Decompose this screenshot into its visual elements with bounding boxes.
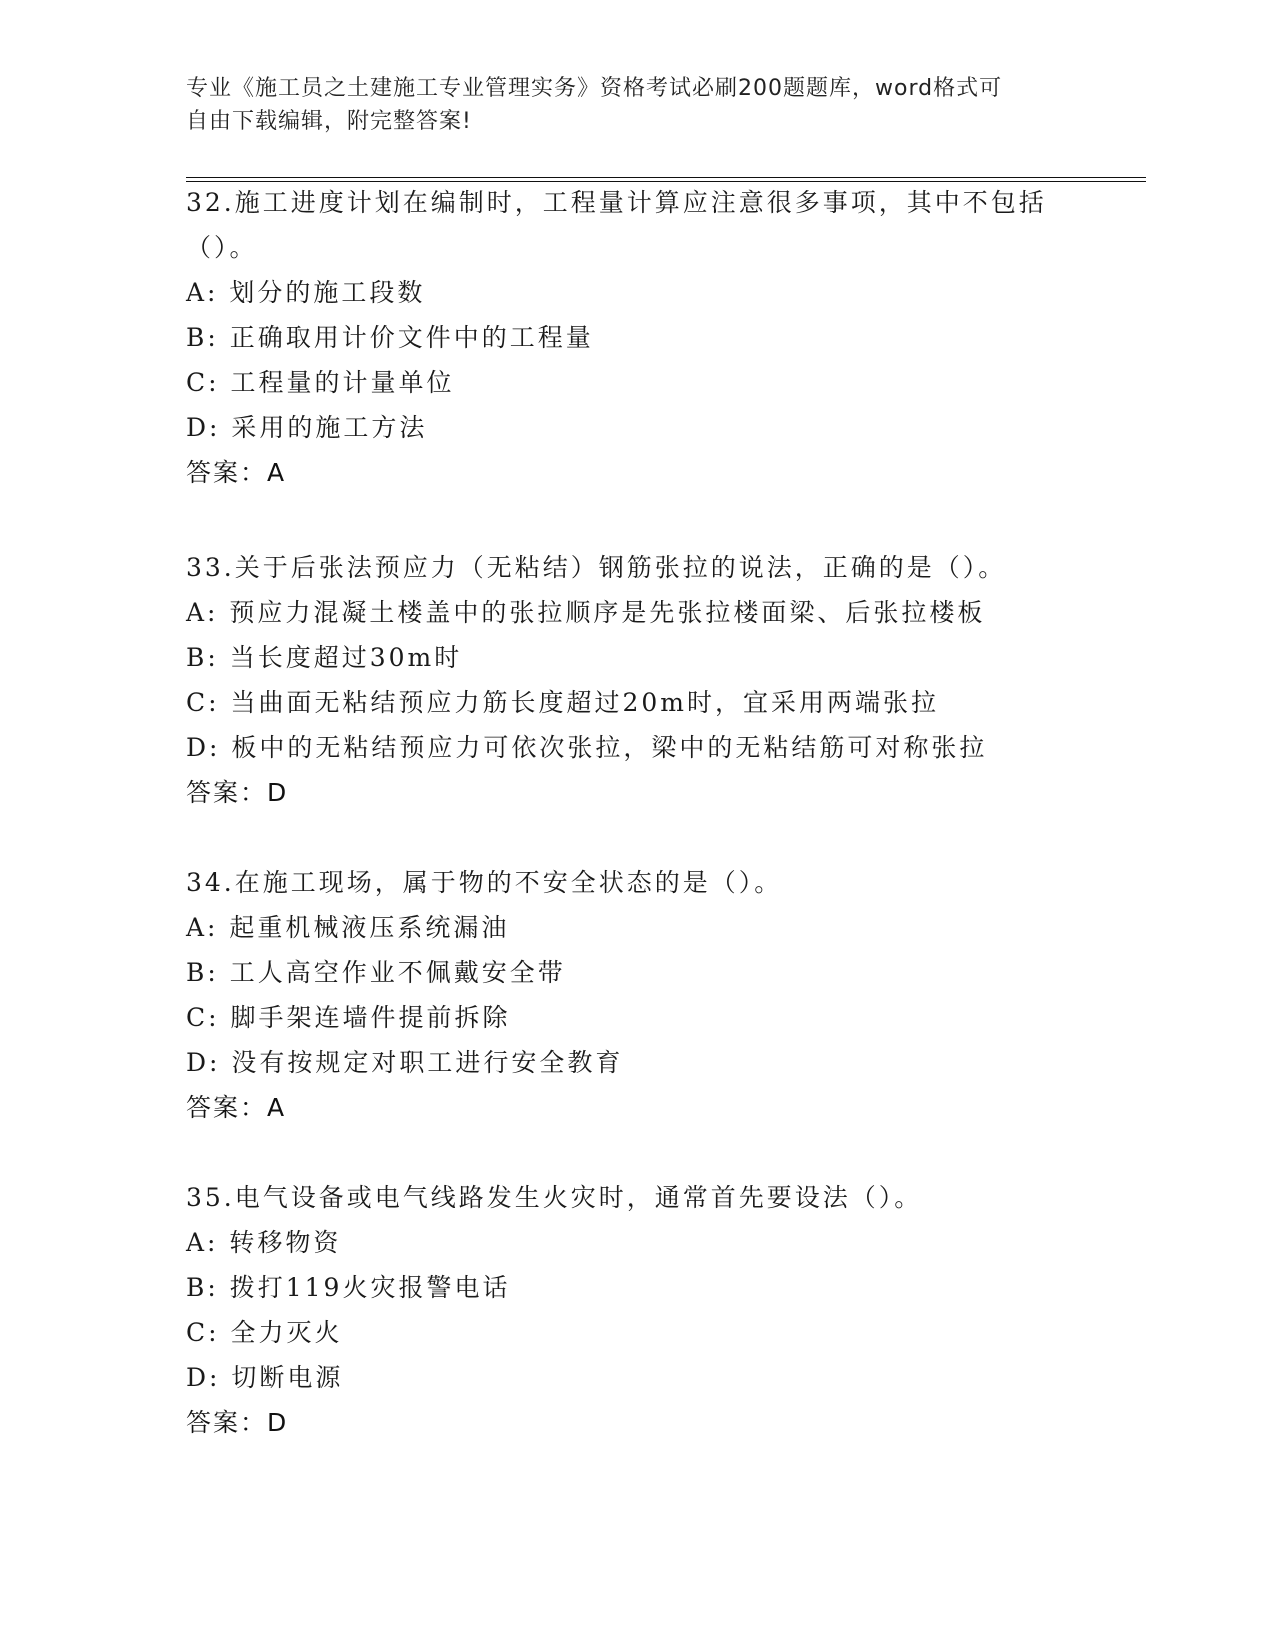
answer: 答案：D <box>186 1408 289 1437</box>
question-stem: 33.关于后张法预应力（无粘结）钢筋张拉的说法，正确的是（）。 <box>186 553 1007 582</box>
option-d: D: 板中的无粘结预应力可依次张拉，梁中的无粘结筋可对称张拉 <box>186 733 988 762</box>
option-b: B: 拨打119火灾报警电话 <box>186 1273 511 1302</box>
answer: 答案：A <box>186 1093 287 1122</box>
option-d: D: 采用的施工方法 <box>186 413 428 442</box>
option-c: C: 当曲面无粘结预应力筋长度超过20m时，宜采用两端张拉 <box>186 688 940 717</box>
option-c: C: 全力灭火 <box>186 1318 343 1347</box>
option-c: C: 脚手架连墙件提前拆除 <box>186 1003 511 1032</box>
option-a: A: 预应力混凝土楼盖中的张拉顺序是先张拉楼面梁、后张拉楼板 <box>186 598 986 627</box>
header-line: 自由下载编辑，附完整答案! <box>186 109 472 134</box>
question-stem: 35.电气设备或电气线路发生火灾时，通常首先要设法（）。 <box>186 1183 923 1212</box>
option-c: C: 工程量的计量单位 <box>186 368 455 397</box>
answer: 答案：A <box>186 458 287 487</box>
option-a: A: 转移物资 <box>186 1228 342 1257</box>
header-line: 专业《施工员之土建施工专业管理实务》资格考试必刷200题题库，word格式可 <box>186 76 1003 101</box>
option-b: B: 工人高空作业不佩戴安全带 <box>186 958 566 987</box>
question-34 <box>186 860 1086 1130</box>
question-33 <box>186 545 1086 815</box>
document-header <box>186 72 1066 138</box>
question-stem: 34.在施工现场，属于物的不安全状态的是（）。 <box>186 868 783 897</box>
option-b: B: 当长度超过30m时 <box>186 643 463 672</box>
option-b: B: 正确取用计价文件中的工程量 <box>186 323 594 352</box>
header-divider <box>186 177 1146 178</box>
question-35 <box>186 1175 1086 1445</box>
question-stem: 32.施工进度计划在编制时，工程量计算应注意很多事项，其中不包括（）。 <box>186 188 1047 262</box>
question-32 <box>186 180 1086 495</box>
option-a: A: 起重机械液压系统漏油 <box>186 913 510 942</box>
option-a: A: 划分的施工段数 <box>186 278 426 307</box>
option-d: D: 没有按规定对职工进行安全教育 <box>186 1048 624 1077</box>
answer: 答案：D <box>186 778 289 807</box>
option-d: D: 切断电源 <box>186 1363 344 1392</box>
